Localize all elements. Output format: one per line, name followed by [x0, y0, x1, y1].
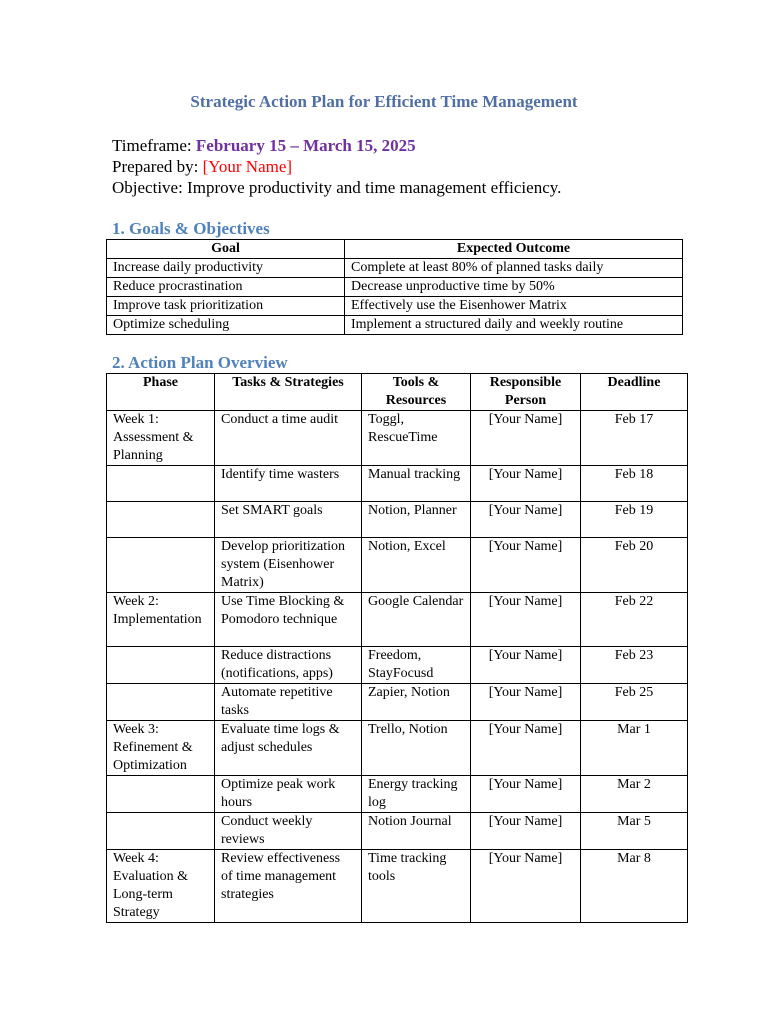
task-cell: Conduct weekly reviews — [215, 813, 362, 850]
tools-cell: Google Calendar — [362, 593, 471, 647]
table-row — [107, 776, 688, 813]
task-cell: Optimize peak work hours — [215, 776, 362, 813]
task-cell: Set SMART goals — [215, 502, 362, 538]
plan-header-responsible: Responsible Person — [471, 374, 581, 411]
responsible-cell: [Your Name] — [471, 538, 581, 593]
phase-cell: Week 2: Implementation — [107, 593, 215, 647]
responsible-cell: [Your Name] — [471, 593, 581, 647]
deadline-cell: Feb 22 — [581, 593, 688, 647]
table-row — [107, 593, 688, 647]
phase-cell: Week 4: Evaluation & Long-term Strategy — [107, 850, 215, 923]
tools-cell: Trello, Notion — [362, 721, 471, 776]
phase-cell — [107, 684, 215, 721]
goal-cell: Reduce procrastination — [107, 278, 345, 297]
outcome-cell: Effectively use the Eisenhower Matrix — [345, 297, 683, 316]
tools-cell: Notion, Planner — [362, 502, 471, 538]
task-cell: Review effectiveness of time management strategies — [215, 850, 362, 923]
plan-header-row — [107, 374, 688, 411]
phase-cell — [107, 647, 215, 684]
plan-heading: 2. Action Plan Overview — [112, 353, 288, 372]
task-cell: Identify time wasters — [215, 466, 362, 502]
phase-cell: Week 1: Assessment & Planning — [107, 411, 215, 466]
tools-cell: Freedom, StayFocusd — [362, 647, 471, 684]
deadline-cell: Mar 8 — [581, 850, 688, 923]
outcome-cell: Decrease unproductive time by 50% — [345, 278, 683, 297]
deadline-cell: Mar 1 — [581, 721, 688, 776]
task-cell: Develop prioritization system (Eisenhower Matrix) — [215, 538, 362, 593]
table-row — [107, 278, 683, 297]
deadline-cell: Feb 23 — [581, 647, 688, 684]
goals-header-row — [107, 240, 683, 259]
task-cell: Reduce distractions (notifications, apps) — [215, 647, 362, 684]
outcome-cell: Complete at least 80% of planned tasks daily — [345, 259, 683, 278]
goals-heading: 1. Goals & Objectives — [112, 219, 270, 238]
deadline-cell: Feb 20 — [581, 538, 688, 593]
prepared-by-value: [Your Name] — [202, 157, 293, 176]
table-row — [107, 297, 683, 316]
table-row — [107, 502, 688, 538]
responsible-cell: [Your Name] — [471, 647, 581, 684]
tools-cell: Time tracking tools — [362, 850, 471, 923]
timeframe-value: February 15 – March 15, 2025 — [195, 136, 416, 155]
page-title: Strategic Action Plan for Efficient Time Management — [190, 92, 578, 111]
goals-header-goal: Goal — [107, 240, 345, 259]
tools-cell: Notion Journal — [362, 813, 471, 850]
prepared-by-line — [112, 156, 561, 177]
phase-cell: Week 3: Refinement & Optimization — [107, 721, 215, 776]
timeframe-label: Timeframe: — [112, 136, 196, 155]
table-row — [107, 316, 683, 335]
tools-cell: Zapier, Notion — [362, 684, 471, 721]
deadline-cell: Mar 2 — [581, 776, 688, 813]
plan-header-deadline: Deadline — [581, 374, 688, 411]
task-cell: Use Time Blocking & Pomodoro technique — [215, 593, 362, 647]
deadline-cell: Feb 17 — [581, 411, 688, 466]
deadline-cell: Mar 5 — [581, 813, 688, 850]
goal-cell: Optimize scheduling — [107, 316, 345, 335]
deadline-cell: Feb 19 — [581, 502, 688, 538]
responsible-cell: [Your Name] — [471, 813, 581, 850]
responsible-cell: [Your Name] — [471, 721, 581, 776]
responsible-cell: [Your Name] — [471, 776, 581, 813]
task-cell: Automate repetitive tasks — [215, 684, 362, 721]
plan-header-phase: Phase — [107, 374, 215, 411]
phase-cell — [107, 502, 215, 538]
goals-table — [106, 239, 683, 335]
tools-cell: Manual tracking — [362, 466, 471, 502]
tools-cell: Notion, Excel — [362, 538, 471, 593]
responsible-cell: [Your Name] — [471, 466, 581, 502]
plan-header-tasks: Tasks & Strategies — [215, 374, 362, 411]
table-row — [107, 259, 683, 278]
responsible-cell: [Your Name] — [471, 684, 581, 721]
responsible-cell: [Your Name] — [471, 411, 581, 466]
plan-header-tools: Tools & Resources — [362, 374, 471, 411]
table-row — [107, 813, 688, 850]
phase-cell — [107, 776, 215, 813]
goals-header-outcome: Expected Outcome — [345, 240, 683, 259]
timeframe-line — [112, 135, 561, 156]
table-row — [107, 684, 688, 721]
objective-line: Objective: Improve productivity and time management efficiency. — [112, 178, 562, 197]
action-plan-table — [106, 373, 688, 923]
table-row — [107, 721, 688, 776]
document-meta — [112, 135, 561, 198]
goal-cell: Increase daily productivity — [107, 259, 345, 278]
prepared-by-label: Prepared by: — [112, 157, 203, 176]
task-cell: Conduct a time audit — [215, 411, 362, 466]
phase-cell — [107, 813, 215, 850]
responsible-cell: [Your Name] — [471, 850, 581, 923]
task-cell: Evaluate time logs & adjust schedules — [215, 721, 362, 776]
table-row — [107, 466, 688, 502]
tools-cell: Toggl, RescueTime — [362, 411, 471, 466]
responsible-cell: [Your Name] — [471, 502, 581, 538]
deadline-cell: Feb 18 — [581, 466, 688, 502]
phase-cell — [107, 466, 215, 502]
tools-cell: Energy tracking log — [362, 776, 471, 813]
outcome-cell: Implement a structured daily and weekly routine — [345, 316, 683, 335]
table-row — [107, 538, 688, 593]
phase-cell — [107, 538, 215, 593]
table-row — [107, 850, 688, 923]
goal-cell: Improve task prioritization — [107, 297, 345, 316]
table-row — [107, 411, 688, 466]
deadline-cell: Feb 25 — [581, 684, 688, 721]
table-row — [107, 647, 688, 684]
